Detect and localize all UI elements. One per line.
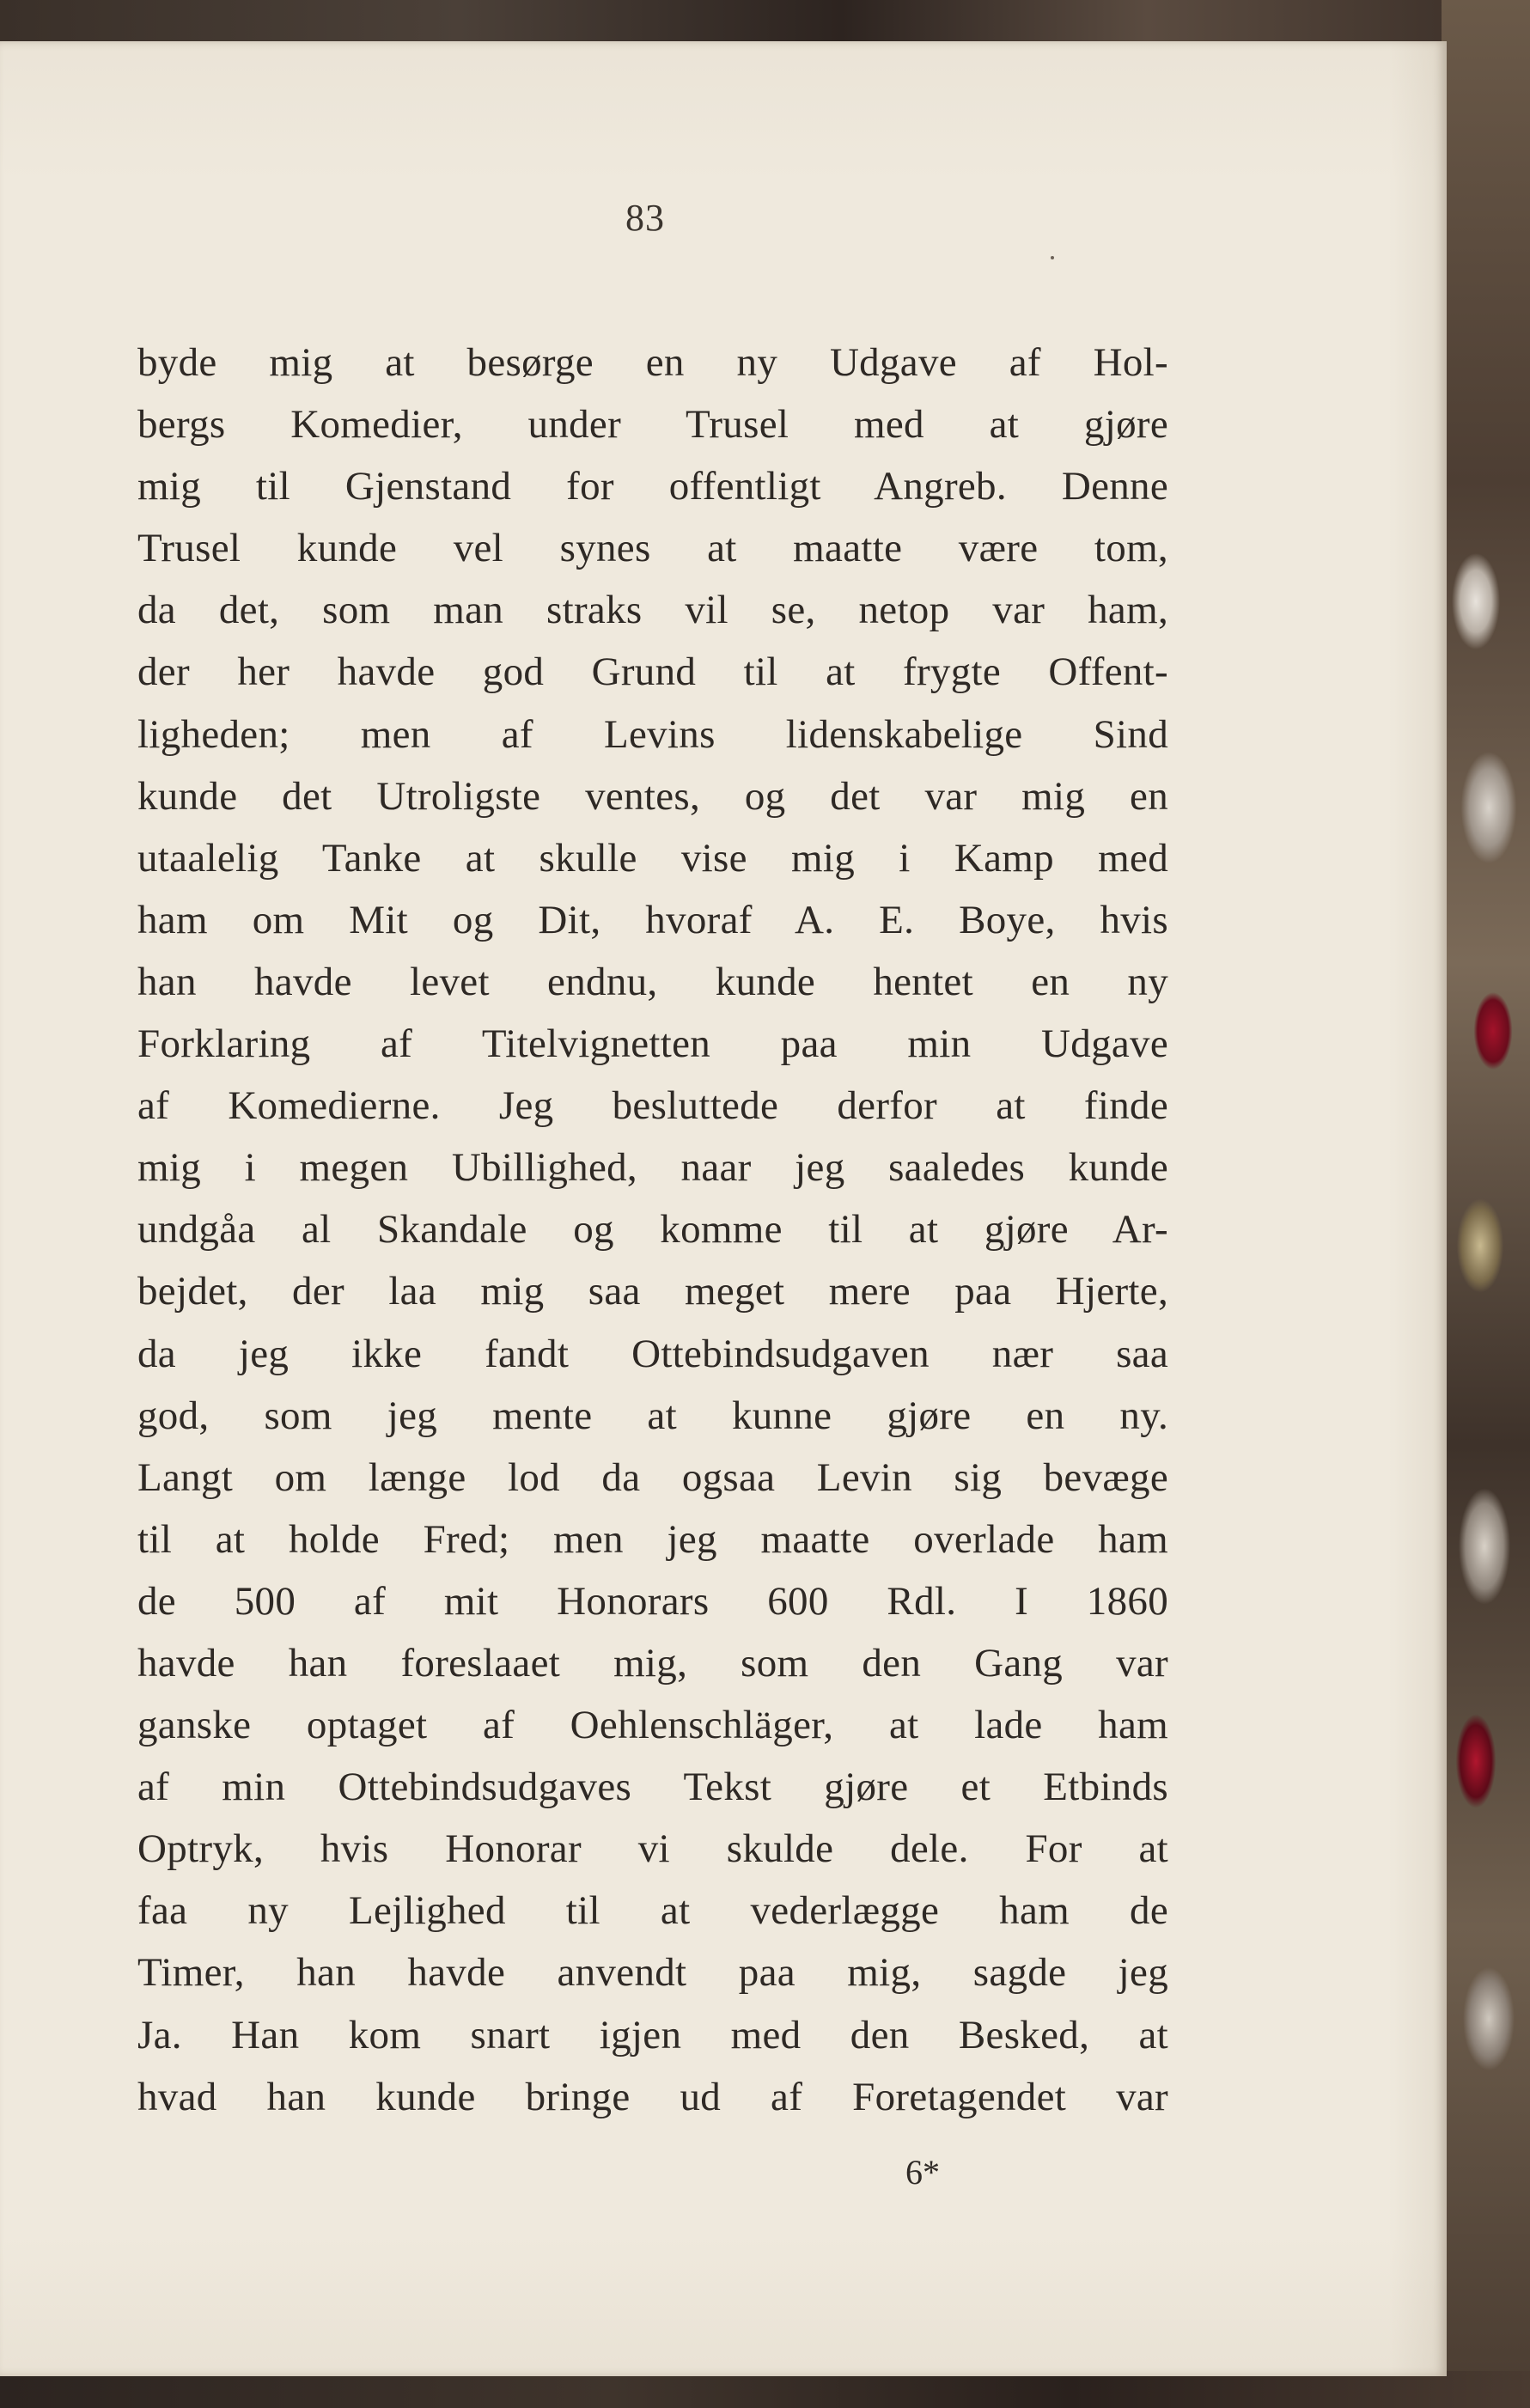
text-line: ligheden; men af Levins lidenskabelige Sind [137, 711, 1168, 757]
marbled-endpaper [1442, 0, 1530, 2408]
text-line: ham om Mit og Dit, hvoraf A. E. Boye, hvis [137, 897, 1168, 942]
book-top-edge [0, 0, 1530, 45]
text-line: bergs Komedier, under Trusel med at gjøre [137, 402, 1168, 448]
text-line: byde mig at besørge en ny Udgave af Hol- [137, 340, 1168, 385]
print-speck [1051, 256, 1054, 259]
text-line: hvad han kunde bringe ud af Foretagendet var [137, 2074, 1168, 2119]
body-text [137, 332, 1168, 2128]
text-line: god, som jeg mente at kunne gjøre en ny. [137, 1393, 1168, 1438]
text-line: faa ny Lejlighed til at vederlægge ham de [137, 1888, 1168, 1934]
book-page [0, 41, 1447, 2376]
text-line: de 500 af mit Honorars 600 Rdl. I 1860 [137, 1578, 1168, 1624]
text-line: der her havde god Grund til at frygte Offent- [137, 649, 1168, 695]
text-line: da det, som man straks vil se, netop var ham, [137, 588, 1168, 633]
text-line: da jeg ikke fandt Ottebindsudgaven nær saa [137, 1331, 1168, 1376]
text-line: kunde det Utroligste ventes, og det var mig en [137, 773, 1168, 819]
text-line: af Komedierne. Jeg besluttede derfor at finde [137, 1083, 1168, 1129]
text-line: han havde levet endnu, kunde hentet en ny [137, 959, 1168, 1004]
text-line: utaalelig Tanke at skulle vise mig i Kamp med [137, 835, 1168, 881]
signature-mark: 6* [905, 2153, 940, 2192]
text-line: bejdet, der laa mig saa meget mere paa Hjerte, [137, 1269, 1168, 1314]
text-line: af min Ottebindsudgaves Tekst gjøre et Etbinds [137, 1765, 1168, 1810]
text-line: havde han foreslaaet mig, som den Gang var [137, 1640, 1168, 1686]
text-line: Ja. Han kom snart igjen med den Besked, at [137, 2012, 1168, 2057]
book-bottom-edge [0, 2371, 1530, 2408]
text-line: undgåa al Skandale og komme til at gjøre Ar- [137, 1207, 1168, 1253]
text-line: ganske optaget af Oehlenschläger, at lade ham [137, 1703, 1168, 1748]
text-line: til at holde Fred; men jeg maatte overlade ham [137, 1516, 1168, 1562]
text-line: mig til Gjenstand for offentligt Angreb. Denne [137, 464, 1168, 509]
text-line: Timer, han havde anvendt paa mig, sagde jeg [137, 1950, 1168, 1996]
text-line: Forklaring af Titelvignetten paa min Udgave [137, 1021, 1168, 1067]
text-line: Optryk, hvis Honorar vi skulde dele. For at [137, 1826, 1168, 1872]
page-number: 83 [625, 197, 665, 239]
text-line: mig i megen Ubillighed, naar jeg saaledes kunde [137, 1145, 1168, 1191]
text-line: Trusel kunde vel synes at maatte være tom, [137, 526, 1168, 571]
text-line: Langt om længe lod da ogsaa Levin sig bevæge [137, 1454, 1168, 1500]
